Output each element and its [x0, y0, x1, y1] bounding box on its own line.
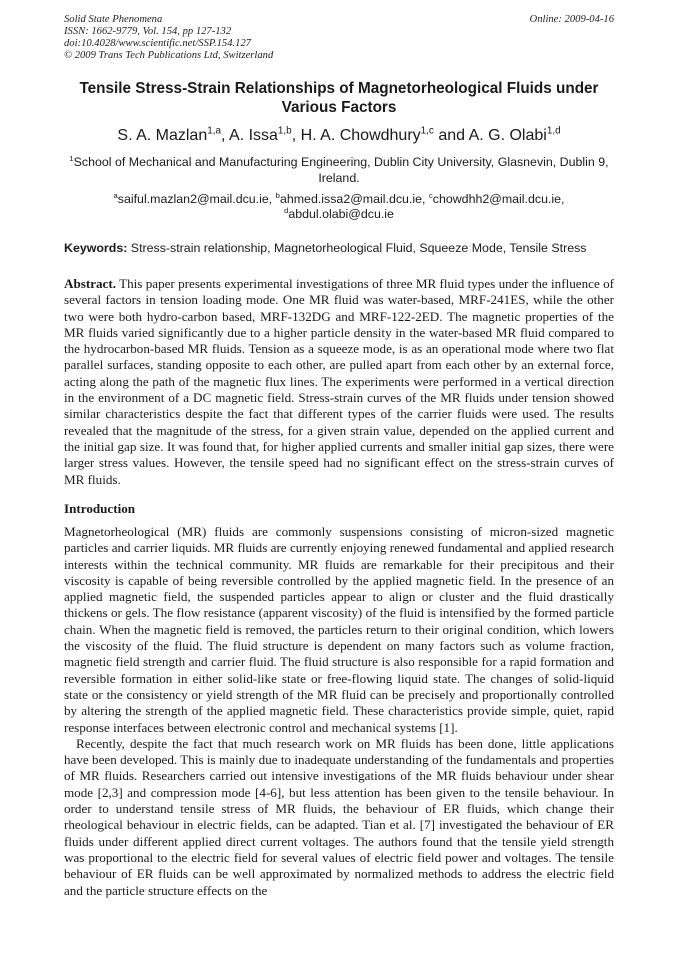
affiliation-text: School of Mechanical and Manufacturing Engineering, Dublin City University, Glasnevin, Dublin 9, Ireland.	[73, 155, 609, 185]
email-entry: $^a$saiful.mazlan2@mail.dcu.ie,	[113, 190, 276, 206]
author-affiliation-marker: 1,b	[277, 125, 292, 137]
paper-title: Tensile Stress-Strain Relationships of Magnetorheological Fluids under Various Factors	[79, 80, 599, 116]
affiliation	[64, 154, 614, 186]
author: S. A. Mazlan$^{1,a}$,	[117, 125, 230, 144]
email-entry: $^c$chowdhh2@mail.dcu.ie,	[428, 190, 565, 206]
introduction-body	[64, 524, 614, 899]
author: A. Issa$^{1,b}$,	[229, 125, 301, 144]
email-link[interactable]: ahmed.issa2@mail.dcu.ie	[279, 192, 423, 206]
email-link[interactable]: saiful.mazlan2@mail.dcu.ie	[117, 192, 269, 206]
abstract	[64, 276, 614, 488]
email-link[interactable]: abdul.olabi@dcu.ie	[288, 206, 394, 221]
keywords	[64, 241, 624, 256]
abstract-label: Abstract.	[64, 276, 116, 291]
paragraph: Recently, despite the fact that much research work on MR fluids has been done, little applications have been developed. This is mainly due to inadequate understanding of the fundamentals and properties of MR fluids. Researchers carried out intensive investigations of the MR fluids behaviour under shear mode [2,3] and compression mode [4-6], but less attention has been given to the tensile behaviour. In order to understand tensile stress of MR fluids, the behaviour of ER fluids, which change their rheological behaviour in electric fields, can be adapted. Tian et al. [7] investigated the behaviour of ER fluids under different applied direct current voltages. The authors found that the tensile yield strength was proportional to the electric field for several values of electric field power and voltages. The tensile behaviour of ER fluids can be well approximated by normalized methods to address the electric field and the particle structure effects on the	[64, 735, 614, 898]
journal-header	[64, 14, 614, 62]
keywords-text: Stress-strain relationship, Magnetorheological Fluid, Squeeze Mode, Tensile Stress	[127, 241, 587, 255]
journal-doi: doi:10.4028/www.scientific.net/SSP.154.127	[64, 38, 252, 49]
author: A. G. Olabi$^{1,d}$	[468, 125, 561, 144]
paragraph: Magnetorheological (MR) fluids are commonly suspensions consisting of micron-sized magnetic particles and carrier liquids. MR fluids are currently enjoying renewed fundamental and applied research interests within the technical community. MR fluids are remarkable for their precipitous and their viscosity is capable of being reversible controlled by the applied magnetic field. In the presence of an applied magnetic field, the suspended particles appear to align or cluster and the fluid drastically thickens or gels. The flow resistance (apparent viscosity) of the fluid is intensified by the formed particle chain. When the magnetic field is removed, the particles return to their original condition, which lowers the viscosity of the fluid. The fluid structure is dependent on many factors such as volume fraction, magnetic field strength and carrier fluid. The fluid structure is also responsible for a rapid formation and reversible formation in either solid-like state or free-flowing liquid state. The changes of solid-liquid state or the consistency or yield strength of the MR fluid can be precisely and proportionally controlled by altering the strength of the applied magnetic field. These characteristics provide simple, quiet, rapid response interfaces between electronic control and mechanical systems [1].	[64, 524, 614, 735]
keywords-label: Keywords:	[64, 241, 128, 255]
author: H. A. Chowdhury$^{1,c}$ and	[300, 125, 469, 144]
author-list	[64, 126, 614, 146]
journal-copyright: © 2009 Trans Tech Publications Ltd, Switzerland	[64, 50, 274, 61]
author-affiliation-marker: 1,a	[207, 125, 221, 137]
affiliation-marker: 1	[69, 153, 74, 163]
author-affiliation-marker: 1,d	[546, 125, 561, 137]
abstract-text: This paper presents experimental investigations of three MR fluid types under the influence of several factors in tension loading mode. One MR fluid was water-based, MRF-241ES, while the other two were both hydro-carbon based, MRF-132DG and MRF-122-2ED. The magnetic properties of the MR fluids varied significantly due to a higher particle density in the water-based MR fluid compared to the hydrocarbon-based MR fluids. Tension as a squeeze mode, is as an operational mode where two flat parallel surfaces, standing opposite to each other, are pulled apart from each other by an external force, acting along the path of the magnetic flux lines. The experiments were performed in a vertical direction in the environment of a DC magnetic field. Stress-strain curves of the MR fluids under tension showed similar characteristics despite the fact that different types of the carrier fluids were used. The results revealed that the magnitude of the stress, for a given strain value, depended on the applied current and the initial gap size. It was found that, for higher applied currents and smaller initial gap sizes, there were larger stress values. However, the tensile speed had no significant effect on the stress-strain curves of MR fluids.	[64, 276, 614, 487]
email-entry: $^b$ahmed.issa2@mail.dcu.ie,	[275, 190, 429, 206]
email-list	[64, 192, 614, 221]
author-affiliation-marker: 1,c	[420, 125, 434, 137]
email-link[interactable]: chowdhh2@mail.dcu.ie	[432, 192, 562, 206]
email-entry: $^d$abdul.olabi@dcu.ie	[284, 205, 394, 221]
journal-name: Solid State Phenomena	[64, 14, 163, 25]
online-date: Online: 2009-04-16	[529, 14, 614, 25]
journal-issn: ISSN: 1662-9779, Vol. 154, pp 127-132	[64, 26, 232, 37]
section-heading-introduction: Introduction	[64, 501, 136, 516]
